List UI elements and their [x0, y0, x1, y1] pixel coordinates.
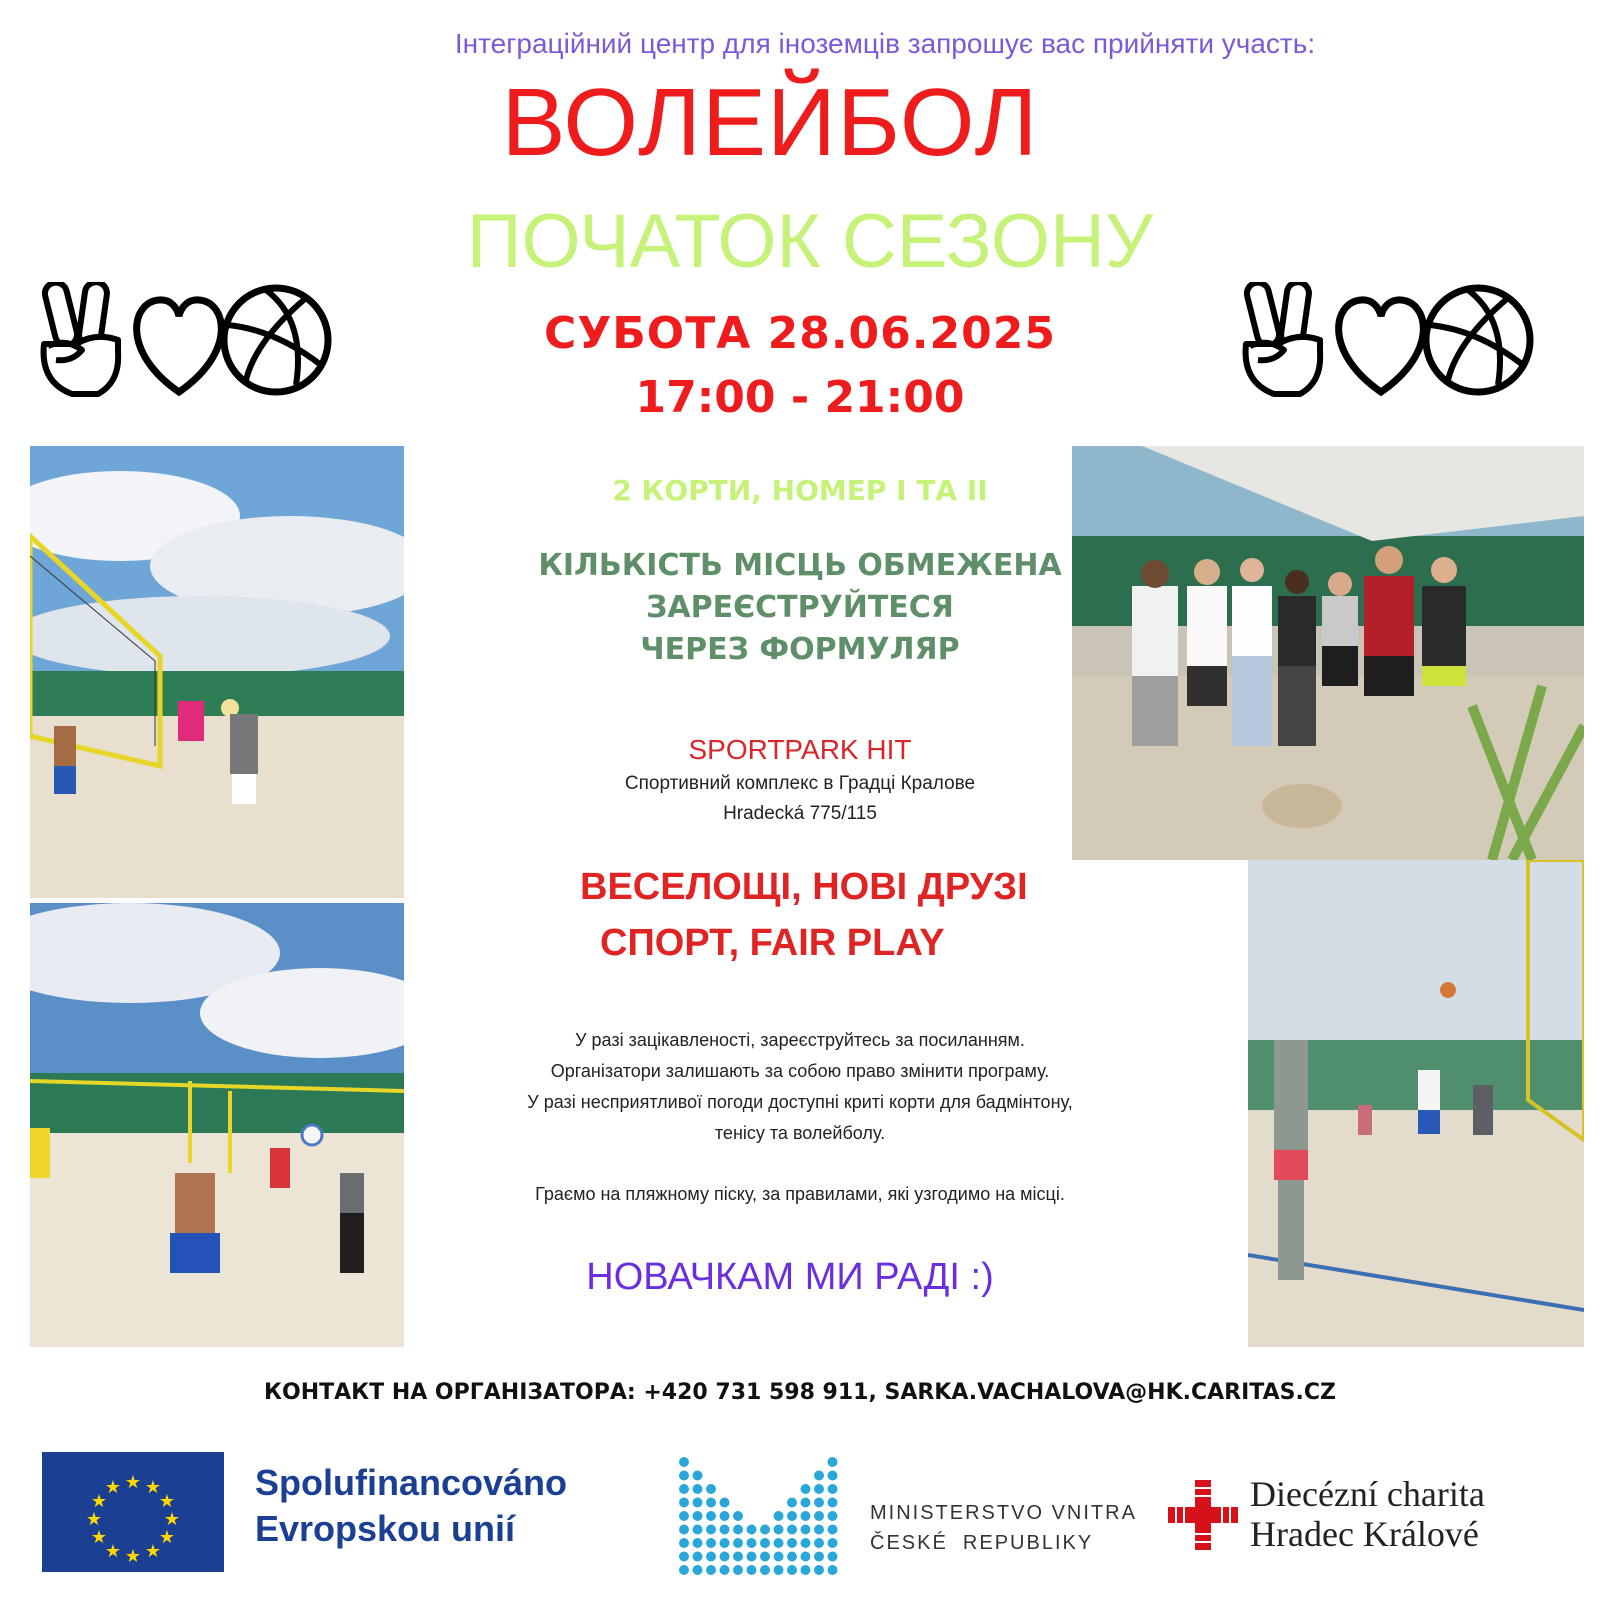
ministry-logo-dot — [720, 1511, 730, 1521]
ministry-logo-dot — [693, 1484, 703, 1494]
ministry-logo-icon — [678, 1452, 842, 1576]
ministry-logo-dot — [828, 1565, 838, 1575]
ministry-logo-dot — [679, 1471, 689, 1481]
ministry-logo-dot — [693, 1471, 703, 1481]
ministry-logo-dot — [720, 1498, 730, 1508]
ministry-logo-dot — [733, 1565, 743, 1575]
charity-line-1: Diecézní charita — [1250, 1474, 1485, 1514]
info-line-1: У разі зацікавленості, зареєструйтесь за посиланням. — [575, 1030, 1025, 1050]
svg-text:★: ★ — [144, 1541, 162, 1562]
ministry-logo-dot — [706, 1525, 716, 1535]
fun-line-1: ВЕСЕЛОЩІ, НОВІ ДРУЗІ — [580, 866, 1028, 908]
svg-text:★: ★ — [85, 1509, 103, 1530]
page-title: ВОЛЕЙБОЛ — [501, 69, 1039, 176]
photo-beach-volleyball-3 — [1248, 860, 1584, 1347]
ministry-logo-dot — [733, 1511, 743, 1521]
ministry-logo-dot — [693, 1511, 703, 1521]
ministry-logo-dot — [801, 1511, 811, 1521]
svg-text:★: ★ — [90, 1491, 108, 1512]
ministry-text — [870, 1498, 1137, 1558]
ministry-logo-dot — [720, 1552, 730, 1562]
info-line-3: У разі несприятливої погоди доступні криті корти для бадмінтону, — [527, 1092, 1073, 1112]
ministry-logo-dot — [801, 1525, 811, 1535]
ministry-logo-dot — [760, 1565, 770, 1575]
ministry-logo-dot — [693, 1538, 703, 1548]
venue-description: Спортивний комплекс в Градці Кралове — [624, 773, 976, 794]
photo-group — [1072, 446, 1584, 860]
svg-text:★: ★ — [124, 1472, 142, 1493]
ministry-logo-dot — [720, 1538, 730, 1548]
photo-beach-volleyball-2 — [30, 903, 404, 1347]
ministry-logo-dot — [787, 1565, 797, 1575]
ministry-logo-dot — [828, 1457, 838, 1467]
ministry-logo-dot — [814, 1538, 824, 1548]
ministry-logo-dot — [828, 1511, 838, 1521]
eu-cofinanced-text — [255, 1460, 567, 1552]
ministry-logo-dot — [760, 1525, 770, 1535]
ministry-logo-dot — [679, 1525, 689, 1535]
ministry-logo-dot — [814, 1484, 824, 1494]
svg-text:★: ★ — [158, 1527, 176, 1548]
svg-text:★: ★ — [124, 1546, 142, 1567]
ministry-logo-dot — [828, 1552, 838, 1562]
ministry-logo-dot — [706, 1511, 716, 1521]
ministry-logo-dot — [801, 1552, 811, 1562]
svg-text:★: ★ — [158, 1491, 176, 1512]
ministry-logo-dot — [747, 1525, 757, 1535]
svg-text:★: ★ — [104, 1541, 122, 1562]
ministry-logo-dot — [828, 1484, 838, 1494]
fun-line-2: СПОРТ, FAIR PLAY — [600, 922, 945, 964]
svg-text:★: ★ — [144, 1477, 162, 1498]
limited-line-3: ЧЕРЕЗ ФОРМУЛЯР — [640, 632, 960, 667]
info-line-2: Організатори залишають за собою право змінити програму. — [550, 1061, 1050, 1081]
svg-text:★: ★ — [104, 1477, 122, 1498]
charity-line-2: Hradec Králové — [1250, 1514, 1479, 1554]
ministry-logo-dot — [828, 1525, 838, 1535]
eu-flag-logo — [42, 1452, 224, 1572]
svg-text:★: ★ — [90, 1527, 108, 1548]
ministry-logo-dot — [747, 1565, 757, 1575]
ministry-line-1: MINISTERSTVO VNITRA — [870, 1502, 1137, 1524]
ministry-logo-dot — [828, 1471, 838, 1481]
ministry-logo-dot — [828, 1498, 838, 1508]
ministry-logo-dot — [760, 1552, 770, 1562]
ministry-logo-dot — [760, 1538, 770, 1548]
ministry-logo-dot — [814, 1565, 824, 1575]
photo-beach-volleyball-1 — [30, 446, 404, 898]
ministry-logo-dot — [706, 1565, 716, 1575]
intro-text: Інтеграційний центр для іноземців запрошує вас прийняти участь: — [454, 28, 1316, 59]
event-time: 17:00 - 21:00 — [635, 372, 965, 423]
ministry-logo-dot — [733, 1538, 743, 1548]
eu-text-line-1: Spolufinancováno — [255, 1462, 568, 1503]
svg-text:★: ★ — [163, 1509, 181, 1530]
ministry-logo-dot — [814, 1511, 824, 1521]
info-line-5: Граємо на пляжному піску, за правилами, які узгодимо на місці. — [535, 1184, 1065, 1204]
season-subtitle: ПОЧАТОК СЕЗОНУ — [466, 199, 1154, 284]
ministry-logo-dot — [747, 1552, 757, 1562]
charity-text — [1250, 1474, 1485, 1554]
organizer-contact: КОНТАКТ НА ОРГАНІЗАТОРА: +420 731 598 911, SARKA.VACHALOVA@HK.CARITAS.CZ — [264, 1380, 1336, 1405]
ministry-logo-dot — [814, 1498, 824, 1508]
ministry-logo-dot — [733, 1525, 743, 1535]
info-line-4: тенісу та волейболу. — [714, 1123, 886, 1143]
ministry-logo-dot — [720, 1525, 730, 1535]
ministry-logo-dot — [814, 1471, 824, 1481]
ministry-logo-dot — [679, 1498, 689, 1508]
eu-stars-icon — [42, 1452, 224, 1572]
ministry-logo-dot — [787, 1552, 797, 1562]
ministry-line-2: ČESKÉ REPUBLIKY — [870, 1532, 1094, 1554]
ministry-logo-dot — [828, 1538, 838, 1548]
venue-name: SPORTPARK HIT — [688, 734, 912, 765]
ministry-logo-dot — [787, 1498, 797, 1508]
newbies-welcome: НОВАЧКАМ МИ РАДІ :) — [586, 1256, 994, 1298]
caritas-cross-icon — [1168, 1480, 1238, 1550]
ministry-logo-dot — [801, 1565, 811, 1575]
ministry-logo-dot — [679, 1565, 689, 1575]
ministry-logo-dot — [693, 1565, 703, 1575]
ministry-logo-dot — [706, 1552, 716, 1562]
ministry-logo-dot — [733, 1552, 743, 1562]
ministry-logo-dot — [814, 1525, 824, 1535]
limited-line-1: КІЛЬКІСТЬ МІСЦЬ ОБМЕЖЕНА — [538, 548, 1062, 583]
ministry-logo-dot — [679, 1538, 689, 1548]
ministry-logo-dot — [679, 1484, 689, 1494]
courts-info: 2 КОРТИ, НОМЕР І ТА ІІ — [612, 474, 988, 507]
eu-text-line-2: Evropskou unií — [255, 1508, 516, 1549]
ministry-logo-dot — [787, 1525, 797, 1535]
ministry-logo-dot — [706, 1484, 716, 1494]
ministry-logo-dot — [693, 1552, 703, 1562]
ministry-logo-dot — [747, 1538, 757, 1548]
ministry-logo-dot — [814, 1552, 824, 1562]
ministry-logo-dot — [706, 1538, 716, 1548]
ministry-logo-dot — [787, 1538, 797, 1548]
ministry-logo-dot — [774, 1565, 784, 1575]
ministry-logo-dot — [774, 1552, 784, 1562]
ministry-logo-dot — [774, 1511, 784, 1521]
venue-address: Hradecká 775/115 — [723, 803, 877, 824]
ministry-logo-dot — [801, 1484, 811, 1494]
ministry-logo-dot — [679, 1552, 689, 1562]
ministry-logo-dot — [693, 1498, 703, 1508]
ministry-logo-dot — [774, 1525, 784, 1535]
ministry-logo-dot — [801, 1498, 811, 1508]
ministry-logo-dot — [679, 1457, 689, 1467]
ministry-logo-dot — [720, 1565, 730, 1575]
limited-line-2: ЗАРЕЄСТРУЙТЕСЯ — [646, 590, 954, 625]
event-date: СУБОТА 28.06.2025 — [544, 308, 1056, 359]
ministry-logo-dot — [801, 1538, 811, 1548]
ministry-logo-dot — [679, 1511, 689, 1521]
ministry-logo-dot — [706, 1498, 716, 1508]
ministry-logo-dot — [693, 1525, 703, 1535]
ministry-logo-dot — [787, 1511, 797, 1521]
ministry-logo-dot — [774, 1538, 784, 1548]
